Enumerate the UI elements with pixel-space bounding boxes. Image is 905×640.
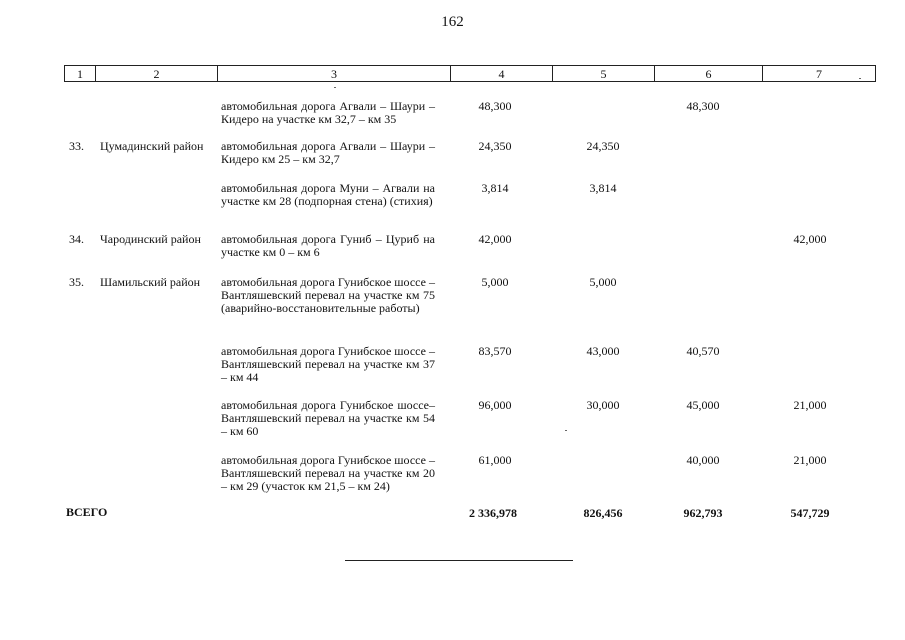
scan-speck (334, 87, 336, 88)
signature-line (345, 560, 573, 561)
road-description: автомобильная дорога Гунибское шоссе – Вантляшевский перевал на участке км 75 (аварийно-восстановительные работы) (221, 275, 435, 315)
value-col-4: 96,000 (478, 398, 512, 412)
value-col-4: 48,300 (478, 99, 512, 113)
total-col-5: 826,456 (583, 506, 623, 520)
value-col-4: 24,350 (478, 139, 512, 153)
total-col-4: 2 336,978 (469, 506, 517, 520)
road-description: автомобильная дорога Агвали – Шаури – Кидеро км 25 – км 32,7 (221, 139, 435, 166)
value-col-7: 21,000 (793, 453, 827, 467)
scan-speck (565, 430, 567, 431)
header-col-1: 1 (77, 67, 83, 81)
header-col-3: 3 (217, 66, 450, 81)
value-col-6: 48,300 (686, 99, 720, 113)
value-col-4: 3,814 (481, 181, 509, 195)
road-description: автомобильная дорога Агвали – Шаури – Кидеро на участке км 32,7 – км 35 (221, 99, 435, 126)
road-description: автомобильная дорога Гунибское шоссе– Вантляшевский перевал на участке км 54 – км 60 (221, 398, 435, 438)
road-description: автомобильная дорога Гунибское шоссе – Вантляшевский перевал на участке км 37 – км 44 (221, 344, 435, 384)
total-col-6: 962,793 (683, 506, 723, 520)
district-name: Шамильский район (100, 275, 201, 289)
header-col-2: 2 (95, 66, 217, 81)
value-col-6: 45,000 (686, 398, 720, 412)
value-col-6: 40,000 (686, 453, 720, 467)
district-name: Чародинский район (100, 232, 201, 246)
value-col-4: 5,000 (481, 275, 509, 289)
value-col-4: 42,000 (478, 232, 512, 246)
value-col-5: 43,000 (586, 344, 620, 358)
road-description: автомобильная дорога Муни – Агвали на участке км 28 (подпорная стена) (стихия) (221, 181, 435, 208)
road-description: автомобильная дорога Гуниб – Цуриб на участке км 0 – км 6 (221, 232, 435, 259)
total-col-7: 547,729 (790, 506, 830, 520)
value-col-4: 61,000 (478, 453, 512, 467)
row-number: 33. (69, 139, 84, 153)
header-col-6: 6 (654, 66, 762, 81)
header-col-7: 7 (762, 66, 875, 81)
district-name: Цумадинский район (100, 139, 204, 153)
value-col-7: 42,000 (793, 232, 827, 246)
value-col-5: 3,814 (589, 181, 617, 195)
value-col-6: 40,570 (686, 344, 720, 358)
total-label: ВСЕГО (66, 505, 108, 519)
value-col-4: 83,570 (478, 344, 512, 358)
page-number: 162 (441, 14, 464, 30)
row-number: 35. (69, 275, 84, 289)
road-description: автомобильная дорога Гунибское шоссе – Вантляшевский перевал на участке км 20 – км 29 (участок км 21,5 – км 24) (221, 453, 435, 493)
value-col-5: 30,000 (586, 398, 620, 412)
header-col-5: 5 (552, 66, 654, 81)
value-col-5: 24,350 (586, 139, 620, 153)
header-col-4: 4 (450, 66, 552, 81)
value-col-7: 21,000 (793, 398, 827, 412)
row-number: 34. (69, 232, 84, 246)
table-header (64, 65, 876, 82)
scan-speck (859, 78, 861, 79)
value-col-5: 5,000 (589, 275, 617, 289)
